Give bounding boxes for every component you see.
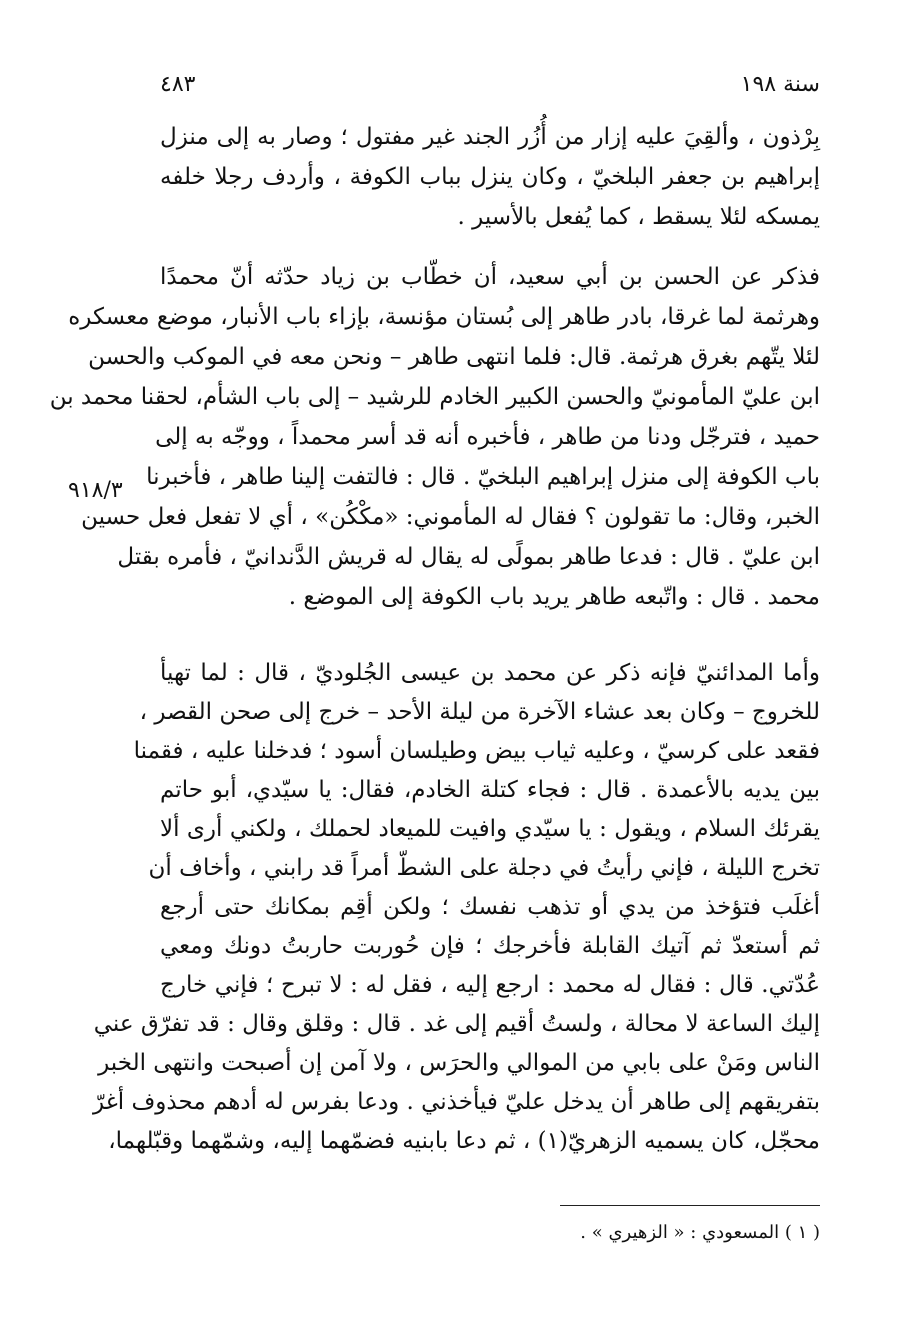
margin-reference: ٩١٨/٣ <box>68 478 123 503</box>
text-line: إليك الساعة لا محالة ، ولستُ أقيم إلى غد . قال : وقلق وقال : قد تفرّق عني <box>93 1011 820 1037</box>
text-line: يمسكه لئلا يسقط ، كما يُفعل بالأسير . <box>457 204 820 230</box>
text-line: بِرْذون ، وألقِيَ عليه إزار من أُزُر الجند غير مفتول ؛ وصار به إلى منزل <box>160 124 820 150</box>
text-line: محمد . قال : واتّبعه طاهر يريد باب الكوفة إلى الموضع . <box>288 584 820 610</box>
text-line: تخرج الليلة ، فإني رأيتُ في دجلة على الشطّ أمراً قد رابني ، وأخاف أن <box>148 855 820 881</box>
page-header <box>160 72 820 106</box>
footnote: ( ١ ) المسعودي : « الزهيري » . <box>580 1222 820 1243</box>
text-line: وهرثمة لما غرقا، بادر طاهر إلى بُستان مؤنسة، بإزاء باب الأنبار، موضع معسكره <box>68 304 820 330</box>
footnote-divider <box>560 1205 820 1206</box>
text-line: الخبر، وقال: ما تقولون ؟ فقال له المأموني: «مكْكُن» ، أي لا تفعل فعل حسين <box>81 504 820 530</box>
text-line: يقرئك السلام ، ويقول : يا سيّدي وافيت للميعاد لحملك ، ولكني أرى ألا <box>160 816 820 842</box>
text-line: للخروج – وكان بعد عشاء الآخرة من ليلة الأحد – خرج إلى صحن القصر ، <box>139 699 820 725</box>
text-line: باب الكوفة إلى منزل إبراهيم البلخيّ . قال : فالتفت إلينا طاهر ، فأخبرنا <box>146 464 820 490</box>
text-line: ابن عليّ . قال : فدعا طاهر بمولًى له يقال له قريش الدَّندانيّ ، فأمره بقتل <box>117 544 820 570</box>
text-line: لئلا يتّهم بغرق هرثمة. قال: فلما انتهى طاهر – ونحن معه في الموكب والحسن <box>88 344 820 370</box>
text-line: الناس ومَنْ على بابي من الموالي والحرَس ، ولا آمن إن أصبحت وانتهى الخبر <box>98 1050 820 1076</box>
text-line: بتفريقهم إلى طاهر أن يدخل عليّ فيأخذني . ودعا بفرس له أدهم محذوف أغرّ <box>93 1089 820 1115</box>
text-line: وأما المدائنيّ فإنه ذكر عن محمد بن عيسى الجُلوديّ ، قال : لما تهيأ <box>160 660 820 686</box>
text-line: إبراهيم بن جعفر البلخيّ ، وكان ينزل بباب الكوفة ، وأردف رجلا خلفه <box>160 164 820 190</box>
text-line: ثم أستعدّ ثم آتيك القابلة فأخرجك ؛ فإن حُوربت حاربتُ دونك ومعي <box>160 933 820 959</box>
text-line: فقعد على كرسيّ ، وعليه ثياب بيض وطيلسان أسود ؛ فدخلنا عليه ، فقمنا <box>133 738 820 764</box>
text-line: حميد ، فترجّل ودنا من طاهر ، فأخبره أنه قد أسر محمداً ، ووجّه به إلى <box>155 424 820 450</box>
text-line: ابن عليّ المأمونيّ والحسن الكبير الخادم للرشيد – إلى باب الشأم، لحقنا محمد بن <box>49 384 820 410</box>
text-line: أغلَب فتؤخذ من يدي أو تذهب نفسك ؛ ولكن أقِم بمكانك حتى أرجع <box>160 894 820 920</box>
text-line: عُدّتي. قال : فقال له محمد : ارجع إليه ، فقل له : لا تبرح ؛ فإني خارج <box>160 972 820 998</box>
running-head-year: سنة ١٩٨ <box>740 72 820 97</box>
text-line: محجّل، كان يسميه الزهريّ(١) ، ثم دعا بابنيه فضمّهما إليه، وشمّهما وقبّلهما، <box>108 1128 820 1154</box>
page-number: ٤٨٣ <box>160 72 196 97</box>
text-line: بين يديه بالأعمدة . قال : فجاء كتلة الخادم، فقال: يا سيّدي، أبو حاتم <box>160 777 820 803</box>
text-line: فذكر عن الحسن بن أبي سعيد، أن خطّاب بن زياد حدّثه أنّ محمدًا <box>160 264 820 290</box>
